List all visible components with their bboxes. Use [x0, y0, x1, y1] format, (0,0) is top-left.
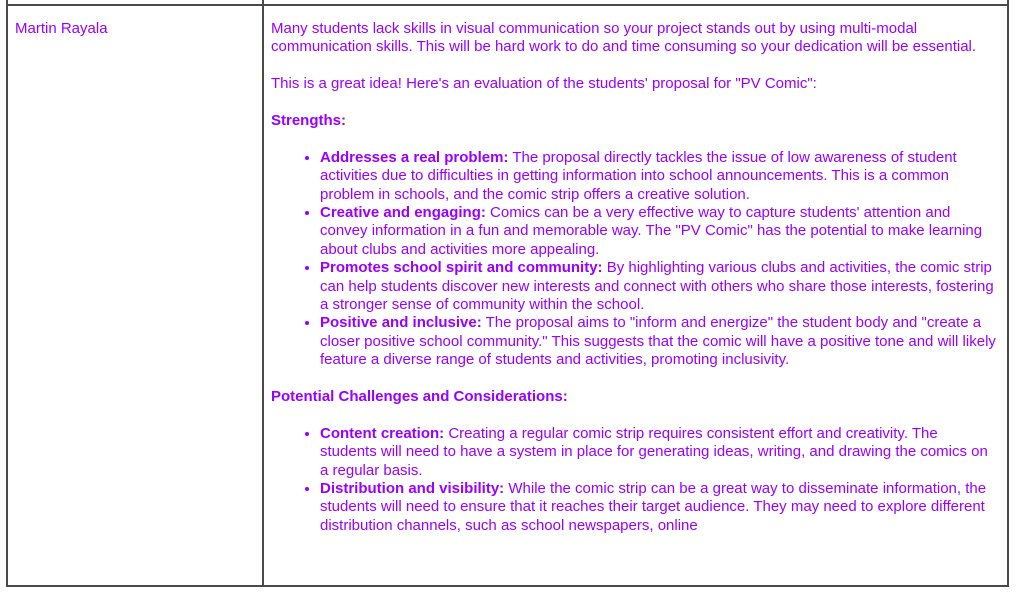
item-text: Comics can be a very effective way to capture students' attention and convey information in a fun and memorable way. The "PV Comic" has the potential to make learning about clubs and activities more appealing. [320, 204, 983, 258]
list-item [320, 314, 997, 369]
item-label: Addresses a real problem: [320, 148, 509, 166]
item-label: Creative and engaging: [320, 204, 486, 222]
challenges-list [271, 425, 997, 535]
item-text: Creating a regular comic strip requires consistent effort and creativity. The students will need to have a system in place for generating ideas, writing, and drawing the comics on a regular basis. [320, 424, 988, 479]
challenges-heading: Potential Challenges and Considerations: [271, 388, 568, 406]
table-row [7, 5, 1008, 586]
evaluation-intro: This is a great idea! Here's an evaluation of the students' proposal for "PV Comic": [271, 75, 817, 93]
intro-paragraph: Many students lack skills in visual communication so your project stands out by using multi-modal communication skills. This will be hard work to do and time consuming so your dedication will be essential. [271, 20, 977, 56]
item-text: The proposal directly tackles the issue of low awareness of student activities due to difficulties in getting information into school announcements. This is a common problem in schools, and the comic strip offers a creative solution. [320, 148, 957, 203]
list-item [320, 480, 997, 535]
strengths-heading: Strengths: [271, 112, 346, 129]
item-label: Positive and inclusive: [320, 314, 482, 332]
list-item [320, 149, 997, 204]
list-item [320, 259, 997, 314]
item-text: By highlighting various clubs and activities, the comic strip can help students discover new interests and connect with others who share those interests, fostering a stronger sense of community within the school. [320, 259, 994, 314]
item-text: While the comic strip can be a great way to disseminate information, the students will need to ensure that it reaches their target audience. They may need to explore different distribution channels, such as school newspapers, online [320, 480, 987, 534]
reviewer-name-cell [7, 5, 263, 586]
item-label: Promotes school spirit and community: [320, 259, 603, 277]
item-text: The proposal aims to "inform and energize" the student body and "create a closer positive school community." This suggests that the comic will have a positive tone and will likely feature a diverse range of students and activities, promoting inclusivity. [320, 314, 996, 369]
feedback-content-cell [263, 5, 1008, 586]
item-label: Content creation: [320, 424, 445, 442]
feedback-table-grid [6, 0, 1009, 587]
feedback-table [6, 0, 1009, 587]
list-item [320, 425, 997, 480]
list-item [320, 204, 997, 259]
strengths-list [271, 149, 997, 370]
item-label: Distribution and visibility: [320, 480, 505, 498]
reviewer-name: Martin Rayala [15, 20, 108, 37]
